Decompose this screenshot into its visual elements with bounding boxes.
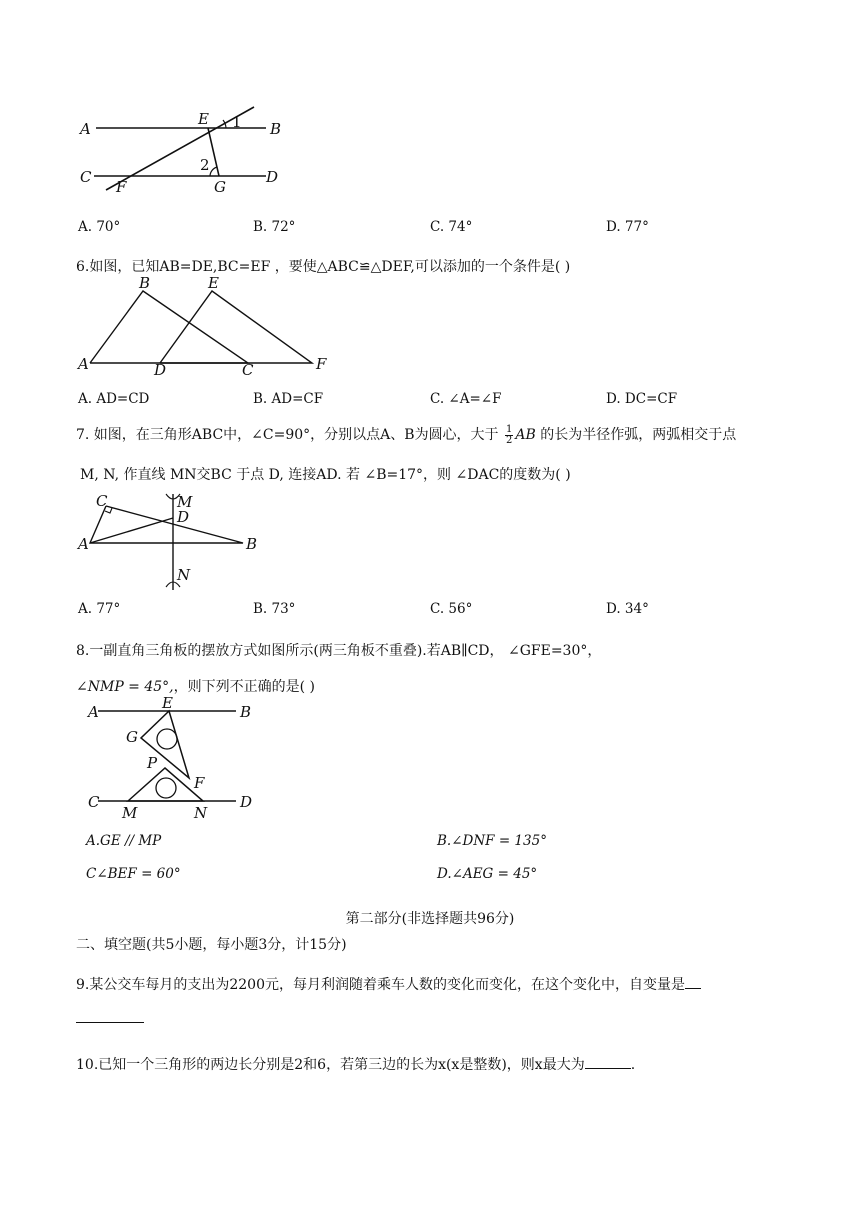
q8-stem-line2 xyxy=(76,676,315,696)
q5-figure xyxy=(76,104,296,194)
q7-figure xyxy=(76,488,276,598)
label-a: A xyxy=(80,120,91,138)
label-c: C xyxy=(88,793,100,811)
label-b: B xyxy=(270,120,282,138)
label-b: B xyxy=(139,274,151,292)
q8-stem-line1: 8.一副直角三角板的摆放方式如图所示(两三角板不重叠).若AB∥CD， ∠GFE=30°， xyxy=(76,643,602,659)
label-angle-1: 1 xyxy=(232,113,242,131)
triangle-abc xyxy=(90,506,243,543)
label-b: B xyxy=(246,535,258,553)
q10-stem xyxy=(76,1054,635,1074)
q6-option-a[interactable]: A. AD=CD xyxy=(78,391,150,407)
q6-figure xyxy=(76,274,346,379)
label-a: A xyxy=(78,355,89,373)
section-fill-in-heading: 二、填空题(共5小题，每小题3分，计15分) xyxy=(76,937,347,953)
q9-stem-text: 9.某公交车每月的支出为2200元，每月利润随着乘车人数的变化而变化，在这个变化中，自变量是 xyxy=(76,977,685,993)
q5-option-b[interactable]: B. 72° xyxy=(253,219,296,235)
q7-option-b[interactable]: B. 73° xyxy=(253,601,296,617)
angle-2-arc xyxy=(210,167,217,176)
label-f: F xyxy=(316,355,327,373)
label-p: P xyxy=(147,754,158,772)
q10-stem-end: . xyxy=(630,1057,636,1073)
label-m: M xyxy=(122,804,138,822)
label-g: G xyxy=(126,728,138,746)
label-d: D xyxy=(154,361,167,379)
triangle-mpn xyxy=(128,768,203,801)
q7-stem-part1: 7. 如图，在三角形ABC中，∠C=90°，分别以点A、B为圆心，大于 xyxy=(76,427,499,443)
q8-stem-line2-rest: ，则下列不正确的是( ) xyxy=(173,679,316,695)
q8-option-b[interactable]: B.∠DNF = 135° xyxy=(437,833,547,849)
q7-stem-part2: 的长为半径作弧，两弧相交于点 xyxy=(540,427,737,443)
label-n: N xyxy=(194,804,208,822)
label-f: F xyxy=(116,178,127,196)
label-a: A xyxy=(78,535,89,553)
q9-answer-blank-start[interactable] xyxy=(685,988,701,989)
q5-option-c[interactable]: C. 74° xyxy=(430,219,473,235)
label-e: E xyxy=(198,110,209,128)
label-d: D xyxy=(266,168,279,186)
q7-option-c[interactable]: C. 56° xyxy=(430,601,473,617)
label-d: D xyxy=(177,508,190,526)
label-n: N xyxy=(177,566,191,584)
label-e: E xyxy=(208,274,219,292)
q8-angle-nmp: ∠NMP = 45°, xyxy=(76,679,174,695)
q5-option-d[interactable]: D. 77° xyxy=(606,219,649,235)
triangle-def xyxy=(160,291,312,363)
label-d: D xyxy=(240,793,253,811)
q6-option-d[interactable]: D. DC=CF xyxy=(606,391,678,407)
label-angle-2: 2 xyxy=(200,156,210,174)
q9-stem xyxy=(76,974,701,994)
q7-option-a[interactable]: A. 77° xyxy=(78,601,121,617)
q10-answer-blank[interactable] xyxy=(585,1068,631,1069)
label-c: C xyxy=(80,168,92,186)
label-c: C xyxy=(96,492,108,510)
q6-option-b[interactable]: B. AD=CF xyxy=(253,391,324,407)
label-b: B xyxy=(240,703,252,721)
triangle-abc xyxy=(90,291,248,363)
triangle-mpn-hole xyxy=(156,778,176,798)
q8-option-d[interactable]: D.∠AEG = 45° xyxy=(437,866,538,882)
q8-option-a[interactable]: A.GE // MP xyxy=(86,833,162,849)
part2-title: 第二部分(非选择题共96分) xyxy=(345,911,515,927)
q9-answer-blank[interactable] xyxy=(76,1010,144,1023)
q6-stem: 6.如图，已知AB=DE,BC=EF ，要使△ABC≌△DEF,可以添加的一个条件是( ) xyxy=(76,259,571,275)
q7-stem-line1 xyxy=(76,424,736,446)
label-g: G xyxy=(214,178,226,196)
segment-ad xyxy=(90,518,173,543)
label-e: E xyxy=(162,694,173,712)
q7-stem-line2: M, N, 作直线 MN交BC 于点 D, 连接AD. 若 ∠B=17°，则 ∠DAC的度数为( ) xyxy=(80,467,571,483)
triangle-egf-hole xyxy=(157,729,177,749)
label-c: C xyxy=(242,361,254,379)
label-m: M xyxy=(177,493,193,511)
q6-option-c[interactable]: C. ∠A=∠F xyxy=(430,391,502,407)
q8-option-c[interactable]: C∠BEF = 60° xyxy=(86,866,181,882)
q7-option-d[interactable]: D. 34° xyxy=(606,601,649,617)
q8-figure xyxy=(76,696,276,826)
label-a: A xyxy=(88,703,99,721)
fraction-one-half: $\frac{1}{2}$ xyxy=(506,423,513,446)
q7-segment-ab: AB xyxy=(515,427,536,443)
q10-stem-text: 10.已知一个三角形的两边长分别是2和6，若第三边的长为x(x是整数)，则x最大为 xyxy=(76,1057,585,1073)
q5-option-a[interactable]: A. 70° xyxy=(78,219,121,235)
label-f: F xyxy=(194,774,205,792)
